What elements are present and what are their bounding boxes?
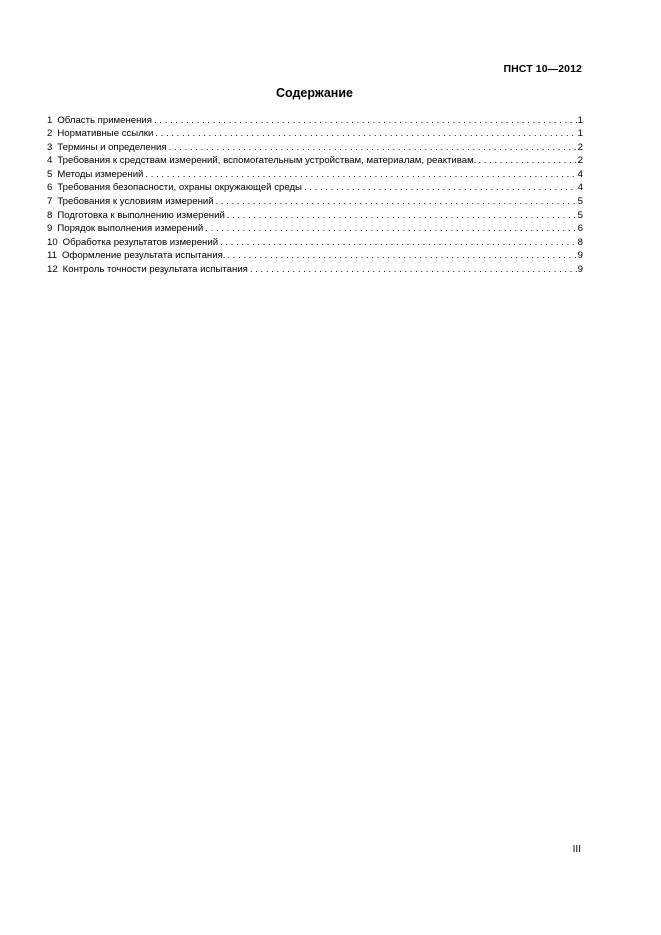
- toc-leader-dots: [250, 263, 577, 277]
- toc-entry-page: 4: [577, 182, 583, 194]
- page-number: III: [572, 844, 581, 855]
- toc-entry-number: 10: [47, 236, 58, 248]
- toc-entry-page: 1: [577, 128, 583, 140]
- toc-entry-title: Оформление результата испытания.: [61, 250, 226, 262]
- toc-entry-title: Нормативные ссылки: [57, 128, 154, 140]
- toc-leader-dots: [169, 141, 577, 155]
- toc-entry[interactable]: [47, 154, 583, 168]
- toc-entry[interactable]: [47, 181, 583, 195]
- toc-entry-title: Контроль точности результата испытания: [62, 264, 248, 276]
- toc-entry-page: 8: [577, 236, 583, 248]
- toc-entry[interactable]: [47, 236, 583, 250]
- toc-leader-dots: [220, 236, 577, 250]
- toc-entry[interactable]: [47, 249, 583, 263]
- toc-leader-dots: [145, 168, 576, 182]
- document-code: ПНСТ 10—2012: [503, 63, 582, 75]
- toc-entry[interactable]: [47, 141, 583, 155]
- toc-entry-number: 2: [47, 128, 53, 140]
- toc-entry-number: 4: [47, 155, 53, 167]
- toc-entry-title: Требования к средствам измерений, вспомогательным устройствам, материалам, реактивам.: [57, 155, 477, 167]
- toc-entry-title: Термины и определения: [57, 141, 167, 153]
- toc-entry-page: 9: [577, 250, 583, 262]
- toc-leader-dots: [227, 209, 577, 223]
- toc-entry[interactable]: [47, 168, 583, 182]
- toc-entry-page: 2: [577, 155, 583, 167]
- toc-entry-title: Методы измерений: [57, 168, 144, 180]
- toc-title: Содержание: [275, 86, 353, 100]
- toc-leader-dots: [205, 222, 576, 236]
- toc-entry-title: Порядок выполнения измерений: [57, 223, 204, 235]
- toc-entry[interactable]: [47, 209, 583, 223]
- toc-leader-dots: [216, 195, 577, 209]
- toc-entry-page: 9: [577, 264, 583, 276]
- toc-entry[interactable]: [47, 195, 583, 209]
- toc-entry-number: 1: [47, 114, 53, 126]
- toc-leader-dots: [227, 249, 576, 263]
- toc-entry-title: Требования безопасности, охраны окружающей среды: [57, 182, 302, 194]
- toc-entry-title: Подготовка к выполнению измерений: [57, 209, 225, 221]
- toc-entry-number: 12: [47, 264, 58, 276]
- toc-entry-page: 6: [577, 223, 583, 235]
- toc-leader-dots: [478, 154, 576, 168]
- toc-entry[interactable]: [47, 222, 583, 236]
- toc-entry-page: 4: [577, 168, 583, 180]
- toc-entry-page: 2: [577, 141, 583, 153]
- toc-entry-number: 11: [47, 250, 57, 262]
- toc-entry-number: 8: [47, 209, 53, 221]
- toc-entry-number: 7: [47, 196, 53, 208]
- toc-entry[interactable]: [47, 127, 583, 141]
- toc-leader-dots: [154, 114, 577, 128]
- toc-entry-page: 5: [577, 196, 583, 208]
- toc-leader-dots: [304, 181, 577, 195]
- toc-leader-dots: [155, 127, 576, 141]
- toc-entry-number: 3: [47, 141, 53, 153]
- toc-entry-title: Требования к условиям измерений: [57, 196, 214, 208]
- toc-entry[interactable]: [47, 263, 583, 277]
- toc-entry-number: 6: [47, 182, 53, 194]
- toc-entry-page: 5: [577, 209, 583, 221]
- table-of-contents: [47, 114, 583, 277]
- toc-entry-title: Область применения: [57, 114, 152, 126]
- toc-entry-page: 1: [577, 114, 583, 126]
- toc-entry-number: 9: [47, 223, 53, 235]
- toc-entry-number: 5: [47, 168, 53, 180]
- toc-entry[interactable]: [47, 114, 583, 128]
- toc-entry-title: Обработка результатов измерений: [62, 236, 219, 248]
